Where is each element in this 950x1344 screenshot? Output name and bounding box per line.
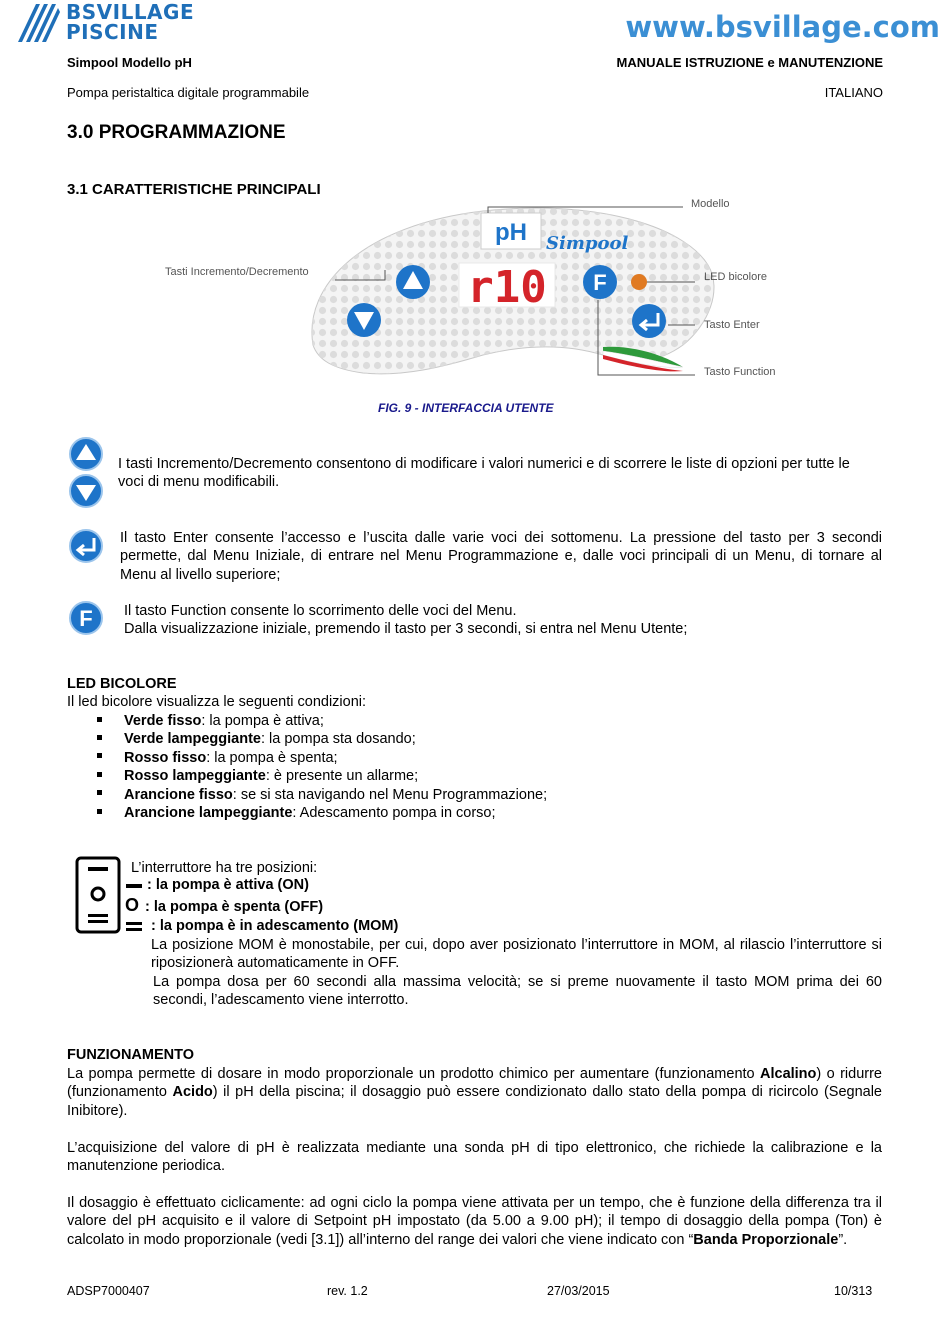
bullet-icon [97, 717, 102, 722]
bullet-icon [97, 735, 102, 740]
header-language: ITALIANO [824, 85, 883, 100]
up-button [396, 265, 430, 299]
switch-intro: L’interruttore ha tre posizioni: [131, 860, 318, 876]
led-condition-name: Verde lampeggiante [124, 731, 261, 748]
incdec-description: I tasti Incremento/Decremento consentono di modificare i valori numerici e di scorrere le liste di opzioni per tutte le voci di menu modificabili. [118, 456, 850, 491]
bullet-icon [97, 790, 102, 795]
logo [14, 2, 64, 51]
svg-text:F: F [79, 606, 93, 631]
led-section-title: LED BICOLORE [67, 676, 177, 692]
led-condition-name: Verde fisso [124, 713, 202, 729]
p3-text-a: Il dosaggio è effettuato ciclicamente: ad ogni ciclo la pompa viene attivata per un tempo, che è funzione della differenza tra il valore del pH acquisito e il valore di Setpoint pH impostato (da 5.00 a 9.00 pH); il tempo di dosaggio della pompa (Ton) è calcolato in modo proporzionale (vedi [3.1]) all’interno del range dei valori che viene indicato con “ [67, 1195, 882, 1248]
on-symbol-icon [126, 884, 142, 888]
p1-text-e: ) il pH della piscina; il dosaggio può essere condizionato dallo stato della pompa di ricircolo (Segnale Inibitore). [67, 1084, 882, 1119]
subsection-title: 3.1 CARATTERISTICHE PRINCIPALI [67, 181, 321, 198]
bullet-icon [97, 753, 102, 758]
led-condition-item [97, 786, 547, 804]
up-arrow-icon [68, 436, 104, 477]
switch-icon [74, 855, 122, 940]
logo-line2: PISCINE [66, 20, 159, 44]
website: www.bsvillage.com [625, 10, 940, 44]
p1-alcalino: Alcalino [760, 1066, 817, 1082]
p1-acido: Acido [172, 1084, 213, 1101]
off-symbol: O [125, 895, 140, 915]
led-condition-name: Rosso fisso [124, 749, 207, 766]
mom-symbol-icon [126, 922, 142, 925]
svg-text:F: F [593, 270, 607, 295]
logo-line1: BSVILLAGE [66, 0, 195, 24]
led-condition-name: Arancione lampeggiante [124, 805, 293, 821]
footer-rev: rev. 1.2 [327, 1284, 368, 1298]
p1-text-c: ) o ridurre (funzionamento [67, 1066, 882, 1101]
funzionamento-p3 [67, 1194, 882, 1249]
function-button [583, 265, 617, 299]
switch-off: : la pompa è spenta (OFF) [145, 899, 324, 915]
led-condition-text: : la pompa sta dosando; [261, 731, 416, 748]
led-condition-text: : la pompa è spenta; [206, 749, 338, 766]
led-condition-item [97, 749, 338, 767]
display-text: r10 [467, 262, 547, 313]
section-title: 3.0 PROGRAMMAZIONE [67, 122, 286, 143]
funzionamento-title: FUNZIONAMENTO [67, 1047, 195, 1063]
led-condition-text: : se si sta navigando nel Menu Programmazione; [232, 786, 548, 803]
header-subtitle: Pompa peristaltica digitale programmabile [67, 85, 310, 100]
led-condition-name: Rosso lampeggiante [124, 768, 266, 785]
led-condition-item [97, 730, 416, 748]
down-button [347, 303, 381, 337]
label-led: LED bicolore [704, 271, 767, 283]
led-bicolore [631, 274, 647, 290]
mom-symbol-icon-2 [126, 928, 142, 931]
interface-figure [163, 195, 793, 390]
product-name: Simpool Modello pH [67, 55, 192, 70]
footer-page: 10/313 [834, 1284, 873, 1298]
led-condition-item [97, 712, 324, 730]
p3-banda: Banda Proporzionale [693, 1231, 839, 1248]
logo-text [66, 2, 194, 42]
figure-caption: FIG. 9 - INTERFACCIA UTENTE [378, 401, 554, 415]
led-condition-text: : Adescamento pompa in corso; [292, 805, 496, 821]
switch-note-1: La posizione MOM è monostabile, per cui, dopo aver posizionato l’interruttore in MOM, al rilascio l’interruttore si riposizionerà automaticamente in OFF. [151, 937, 882, 972]
label-function: Tasto Function [704, 366, 776, 378]
manual-title: MANUALE ISTRUZIONE e MANUTENZIONE [616, 55, 883, 70]
enter-button [632, 304, 666, 338]
label-modello: Modello [691, 198, 730, 210]
p1-text-a: La pompa permette di dosare in modo proporzionale un prodotto chimico per aumentare (funzionamento [67, 1066, 760, 1082]
bullet-icon [97, 809, 102, 814]
led-condition-item [97, 767, 418, 785]
funzionamento-p1 [67, 1065, 882, 1120]
bullet-icon [97, 772, 102, 777]
enter-icon [68, 528, 104, 569]
model-text: pH [495, 219, 527, 246]
enter-description: Il tasto Enter consente l’accesso e l’uscita dalle varie voci dei sottomenu. La pressione del tasto per 3 secondi permette, dal Menu Iniziale, di entrare nel Menu Programmazione e, dalle voci principali di un Menu, di tornare al Menu al livello superiore; [120, 530, 882, 583]
p3-text-c: ”. [838, 1231, 848, 1248]
led-section-intro: Il led bicolore visualizza le seguenti condizioni: [67, 694, 367, 710]
footer-date: 27/03/2015 [547, 1284, 610, 1298]
brand-text: Simpool [546, 233, 629, 254]
switch-note-2: La pompa dosa per 60 secondi alla massima velocità; se si preme nuovamente il tasto MOM prima dei 60 secondi, l’adescamento viene interrotto. [153, 974, 882, 1009]
switch-mom: : la pompa è in adescamento (MOM) [151, 918, 399, 934]
label-tasti: Tasti Incremento/Decremento [165, 266, 309, 278]
switch-on: : la pompa è attiva (ON) [147, 877, 309, 893]
led-condition-name: Arancione fisso [124, 786, 233, 803]
led-condition-item [97, 804, 496, 822]
function-icon [68, 600, 104, 641]
function-description-1: Il tasto Function consente lo scorrimento delle voci del Menu. [124, 603, 517, 619]
led-condition-text: : la pompa è attiva; [201, 713, 324, 729]
led-condition-text: : è presente un allarme; [265, 768, 419, 785]
function-description-2: Dalla visualizzazione iniziale, premendo il tasto per 3 secondi, si entra nel Menu Utente; [124, 621, 688, 637]
label-enter: Tasto Enter [704, 319, 760, 331]
funzionamento-p2: L’acquisizione del valore di pH è realizzata mediante una sonda pH di tipo elettronico, che richiede la calibrazione e la manutenzione periodica. [67, 1140, 882, 1175]
down-arrow-icon [68, 473, 104, 514]
footer-code: ADSP7000407 [67, 1284, 150, 1298]
